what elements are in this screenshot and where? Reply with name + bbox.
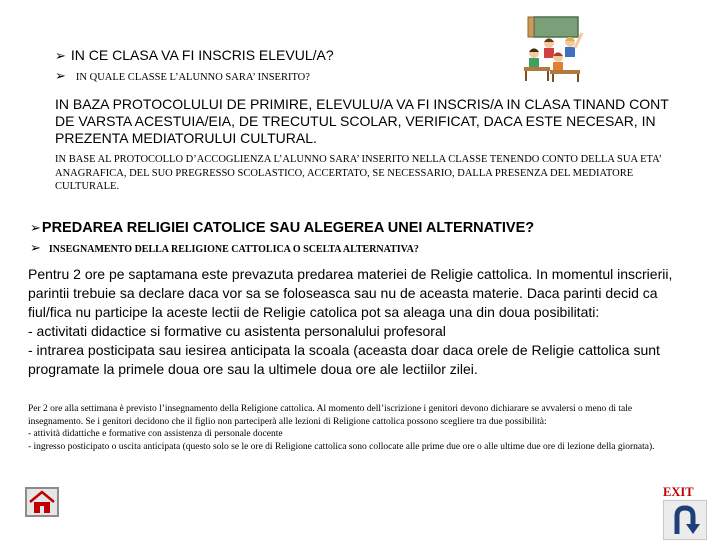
- heading-religion-ro-text: PREDAREA RELIGIEI CATOLICE SAU ALEGEREA UNEI ALTERNATIVE?: [41, 220, 535, 236]
- heading-religion-it-text: INSEGNAMENTO DELLA RELIGIONE CATTOLICA O SCELTA ALTERNATIVA?: [48, 244, 419, 255]
- question-ro-text: IN CE CLASA VA FI INSCRIS ELEVUL/A?: [70, 47, 334, 63]
- home-button[interactable]: [25, 487, 59, 517]
- home-icon: [27, 489, 57, 515]
- question-it-text: IN QUALE CLASSE L’ALUNNO SARA’ INSERITO?: [75, 72, 310, 83]
- religion-body-ro: Pentru 2 ore pe saptamana este prevazuta predarea materiei de Religie cattolica. In momentul inscrierii, parintii trebuie sa declare daca vor sa se foloseasca sau nu de aceasta materie. Daca parinti decid ca fiul/fica nu participe la aceste lectii de Religie catolica pot sa aleaga una din doua posibilitati: - activitati didactice si formative cu asistenta personalului profesoral - intrarea posticipata sau iesirea anticipata la scoala (aceasta doar daca orele de Religie cattolica sunt programate la primele doua ore sau la ultimele doua ore ale lectiilor zilei.: [28, 266, 673, 377]
- u-turn-return-icon: [664, 501, 706, 539]
- arrow-bullet-icon: ➢: [55, 69, 66, 84]
- arrow-bullet-icon: ➢: [30, 221, 41, 236]
- classroom-illustration: [520, 15, 590, 83]
- answer-ro: IN BAZA PROTOCOLULUI DE PRIMIRE, ELEVULU/A VA FI INSCRIS/A IN CLASA TINAND CONT DE VARSTA ACESTUIA/EIA, DE TRECUTUL SCOLAR, VERIFICAT, DACA ESTE NECESAR, IN PREZENTA MEDIATORULUI CULTURAL.: [55, 96, 669, 146]
- question-ro: [55, 47, 334, 64]
- answer-it: IN BASE AL PROTOCOLLO D’ACCOGLIENZA L’ALUNNO SARA’ INSERITO NELLA CLASSE TENENDO CONTO DELLA SUA ETA’ ANAGRAFICA, DEL SUO PREGRESSO SCOLASTICO, ACCERTATO, SE NECESSARIO, DALLA PRESENZA DEL MEDIATORE CULTURALE.: [55, 154, 662, 192]
- question-it: [55, 69, 310, 84]
- heading-religion-ro: [30, 220, 534, 236]
- return-button[interactable]: [663, 500, 707, 540]
- arrow-bullet-icon: ➢: [55, 49, 66, 64]
- religion-body-it: Per 2 ore alla settimana è previsto l’insegnamento della Religione cattolica. Al momento dell’iscrizione i genitori devono dichiarare se avvalersi o meno di tale insegnamento. Se i genitori decidono che il figlio non parteciperà alle lezioni di Religione cattolica possono scegliere tra due possibilità: - attività didattiche e formative con assistenza di personale docente - ingresso posticipato o uscita anticipata (questo solo se le ore di Religione cattolica sono collocate alle prime due ore o alle ultime due ore di lezione della giornata).: [28, 404, 655, 452]
- heading-religion-it: [30, 241, 419, 256]
- exit-link[interactable]: EXIT: [663, 485, 694, 499]
- arrow-bullet-icon: ➢: [30, 241, 41, 256]
